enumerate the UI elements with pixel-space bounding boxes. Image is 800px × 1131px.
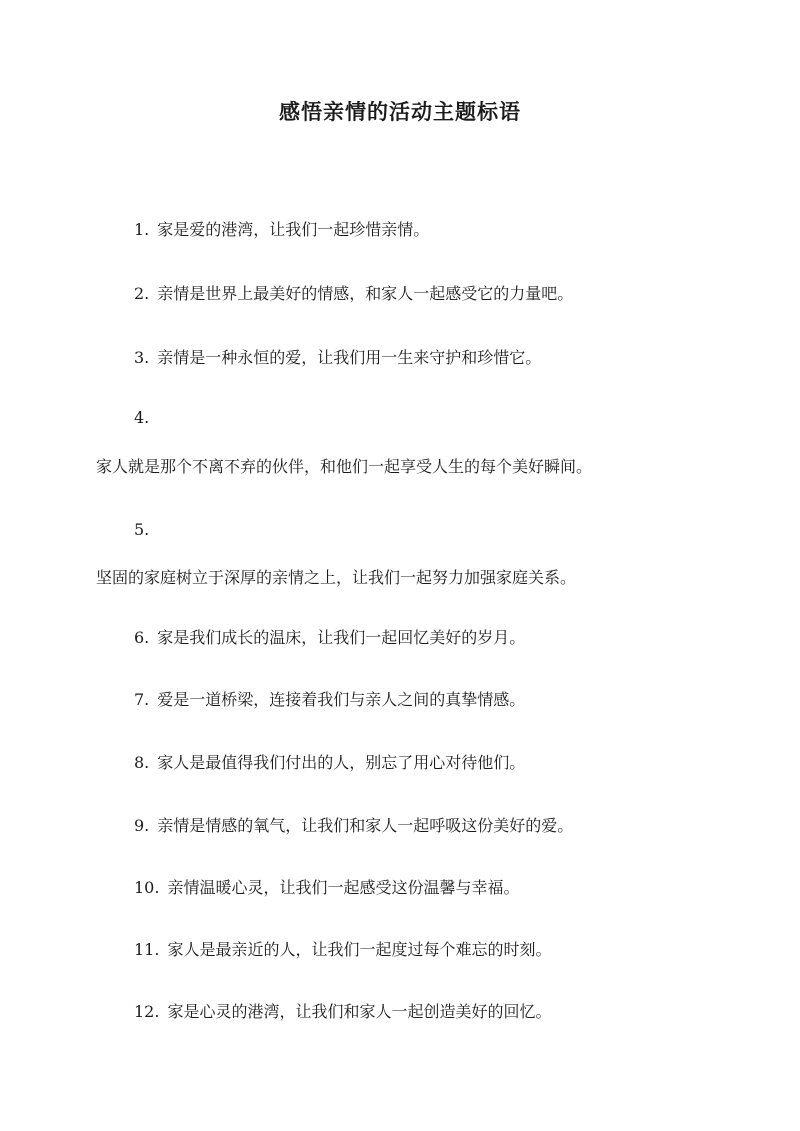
item-number: 11. (134, 940, 160, 959)
item-number: 9. (134, 816, 150, 835)
item-text: 亲情是一种永恒的爱，让我们用一生来守护和珍惜它。 (157, 348, 542, 367)
item-text: 亲情是情感的氧气，让我们和家人一起呼吸这份美好的爱。 (157, 816, 574, 835)
page-title: 感悟亲情的活动主题标语 (279, 99, 521, 124)
item-text: 亲情温暖心灵，让我们一起感受这份温馨与幸福。 (167, 878, 520, 897)
list-item (134, 626, 525, 650)
list-item (134, 751, 525, 775)
item-number: 4. (134, 408, 150, 427)
list-item (134, 938, 551, 962)
list-item (134, 346, 541, 370)
item-number: 10. (134, 878, 160, 897)
item-number: 7. (134, 690, 150, 709)
item-number: 5. (134, 520, 150, 539)
list-item (134, 1000, 551, 1024)
item-text: 家人就是那个不离不弃的伙伴，和他们一起享受人生的每个美好瞬间。 (96, 457, 593, 476)
item-text: 家人是最亲近的人，让我们一起度过每个难忘的时刻。 (167, 940, 552, 959)
item-number: 2. (134, 284, 150, 303)
item-number: 8. (134, 753, 150, 772)
item-text: 家是我们成长的温床，让我们一起回忆美好的岁月。 (157, 628, 526, 647)
list-item (134, 218, 429, 242)
item-number: 1. (134, 220, 150, 239)
list-item (134, 688, 525, 712)
item-text: 家人是最值得我们付出的人，别忘了用心对待他们。 (157, 753, 526, 772)
item-text: 爱是一道桥梁，连接着我们与亲人之间的真挚情感。 (157, 690, 526, 709)
list-item (134, 282, 573, 306)
item-text: 家是爱的港湾，让我们一起珍惜亲情。 (157, 220, 430, 239)
item-text: 亲情是世界上最美好的情感，和家人一起感受它的力量吧。 (157, 284, 574, 303)
item-number: 12. (134, 1002, 160, 1021)
item-number: 3. (134, 348, 150, 367)
item-text: 家是心灵的港湾，让我们和家人一起创造美好的回忆。 (167, 1002, 552, 1021)
item-text: 坚固的家庭树立于深厚的亲情之上，让我们一起努力加强家庭关系。 (96, 568, 577, 587)
list-item (134, 876, 519, 900)
list-item (134, 814, 573, 838)
item-number: 6. (134, 628, 150, 647)
